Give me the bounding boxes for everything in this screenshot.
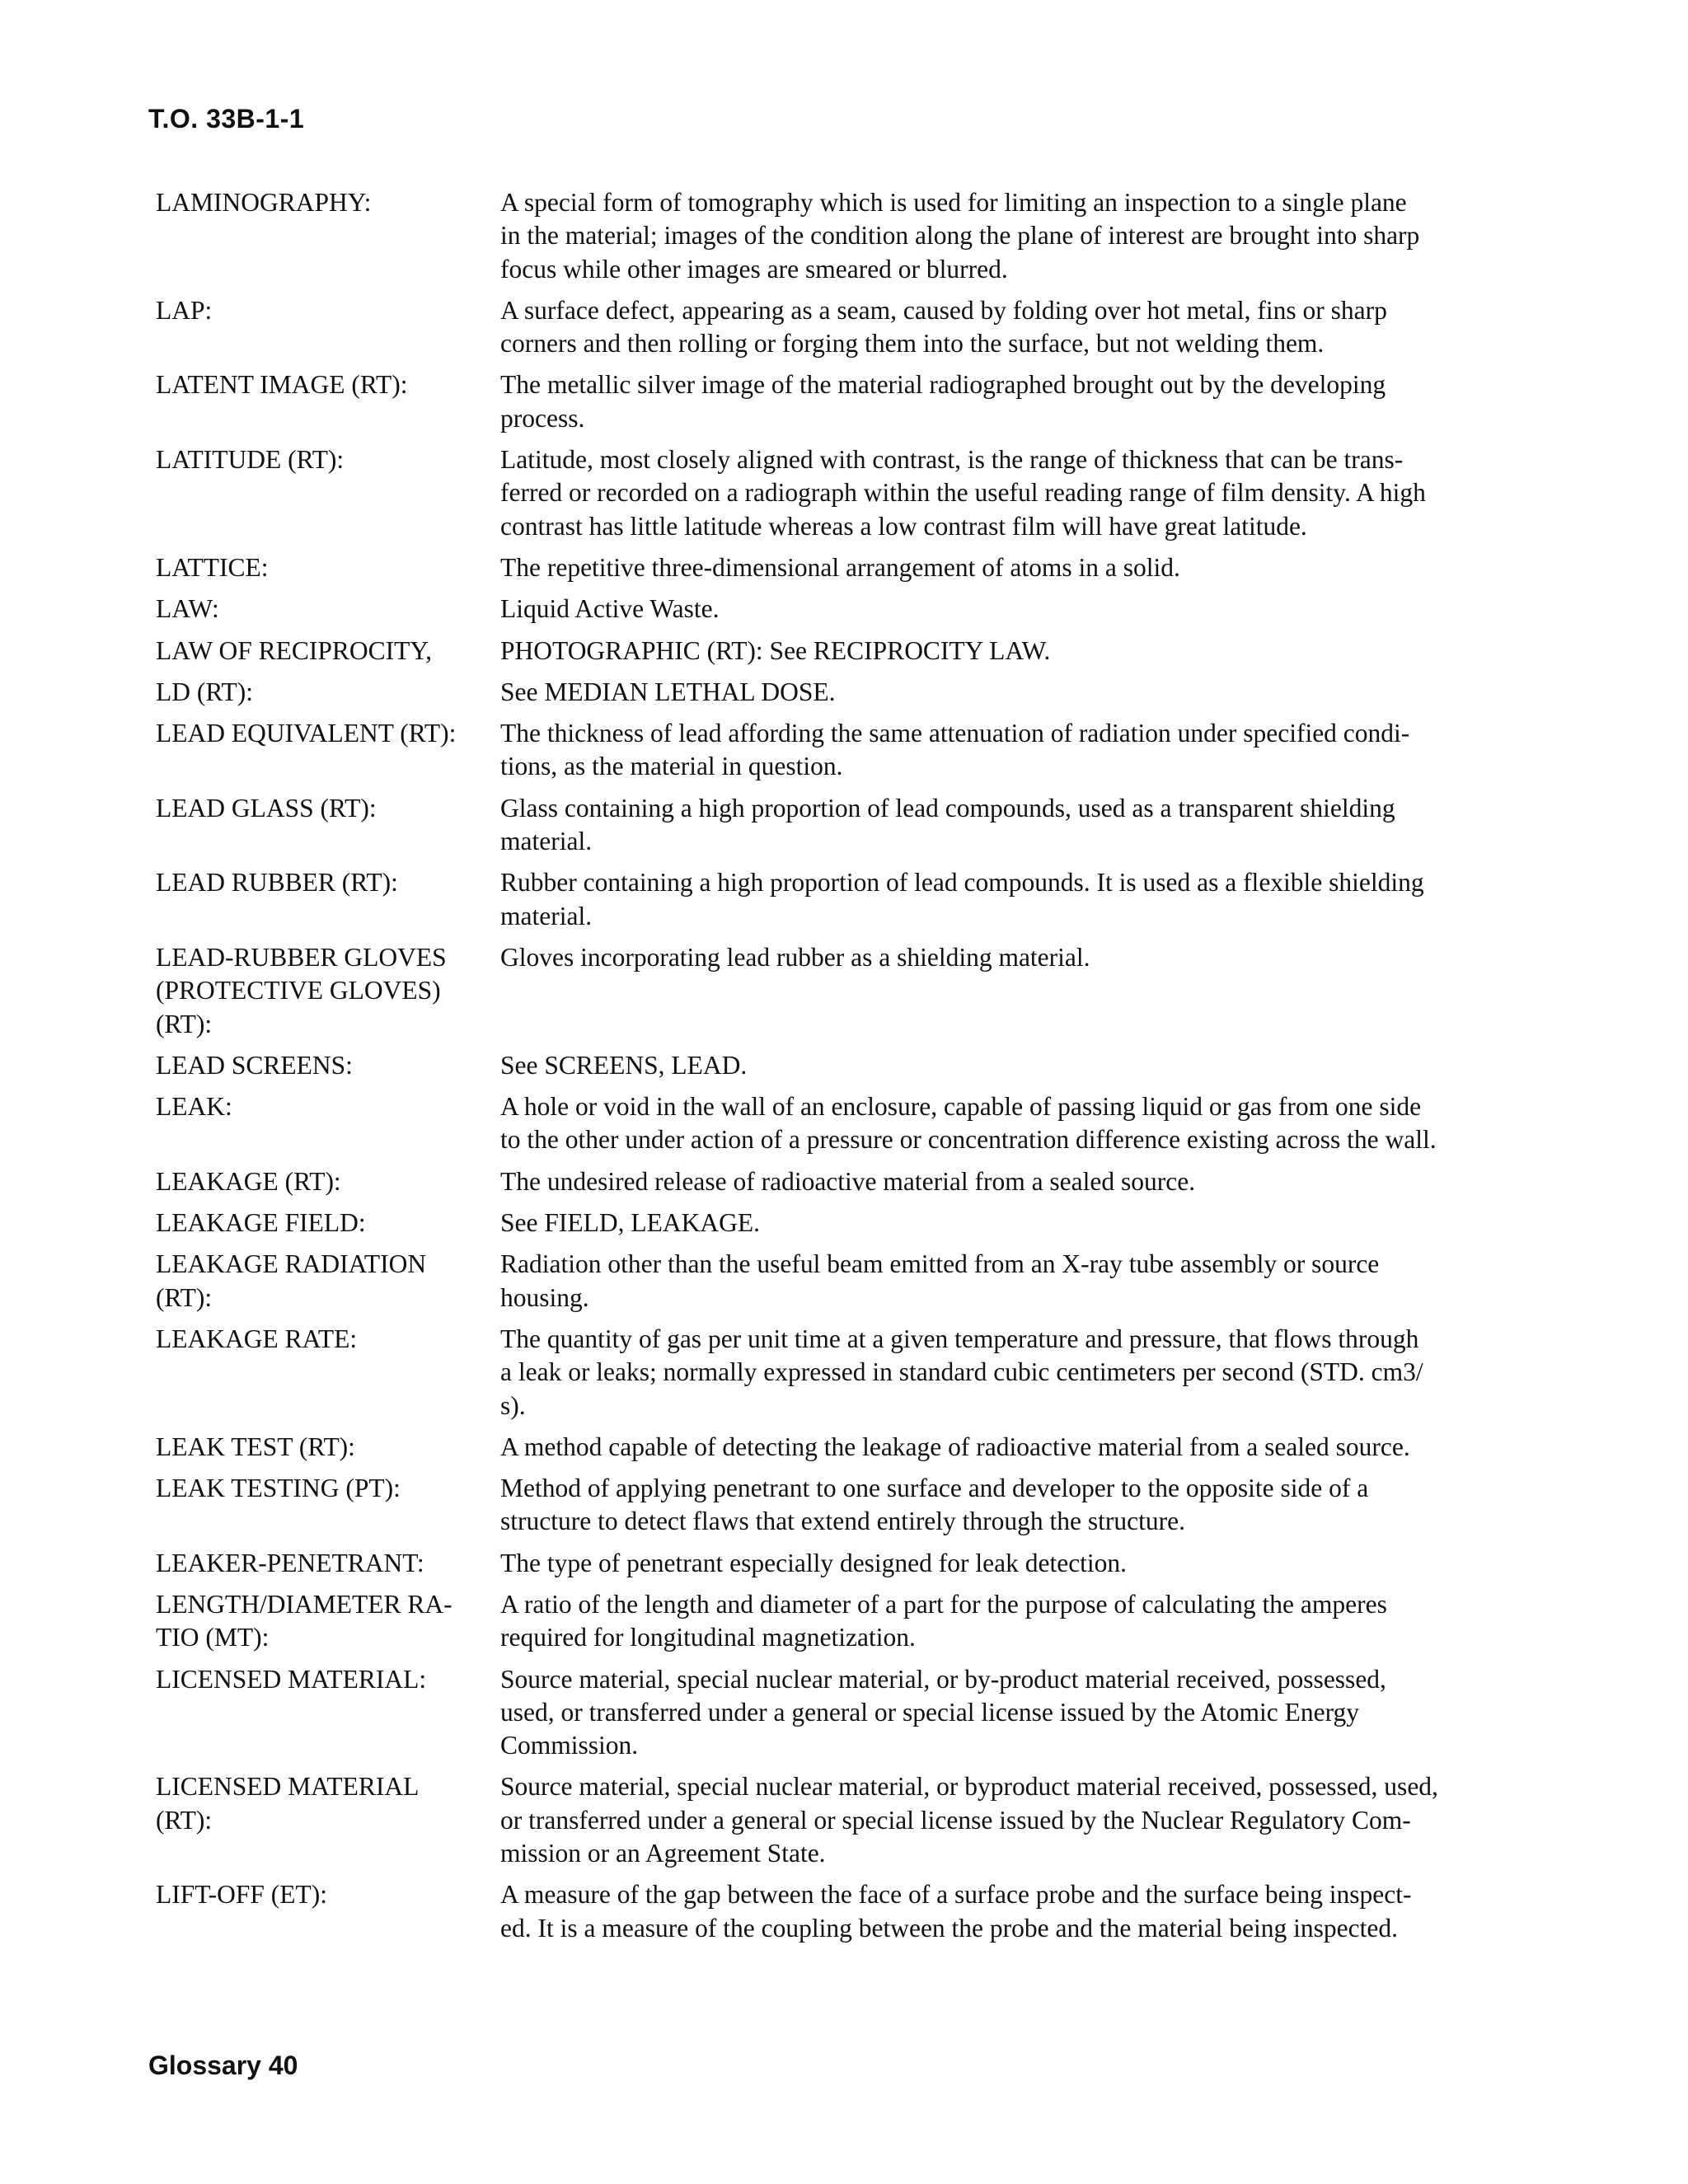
- glossary-term: LATTICE:: [156, 552, 269, 582]
- glossary-definition: The repetitive three-dimensional arrangement of atoms in a solid.: [500, 552, 1180, 582]
- glossary-entry: [156, 1165, 1540, 1198]
- glossary-entry: [156, 1588, 1540, 1655]
- glossary-entry: [156, 294, 1540, 361]
- glossary-definition: Source material, special nuclear material, or by-product material received, possessed, used, or transferred under a general or special license issued by the Atomic Energy Commission.: [500, 1664, 1386, 1760]
- glossary-definition: PHOTOGRAPHIC (RT): See RECIPROCITY LAW.: [500, 635, 1051, 665]
- glossary-entry: [156, 1248, 1540, 1315]
- glossary-entry: [156, 1207, 1540, 1240]
- glossary-term: LAMINOGRAPHY:: [156, 188, 372, 217]
- page-footer: Glossary 40: [148, 2050, 298, 2080]
- glossary-definition: Radiation other than the useful beam emitted from an X-ray tube assembly or source housing.: [500, 1249, 1380, 1312]
- glossary-term: LICENSED MATERIAL (RT):: [156, 1772, 420, 1835]
- glossary-entry: [156, 635, 1540, 668]
- glossary-definition: Latitude, most closely aligned with contrast, is the range of thickness that can be trans- ferred or recorded on a radiograph within the useful reading range of film density. A high contrast has little latitude whereas a low contrast film will have great latitude.: [500, 445, 1426, 541]
- glossary-definition: The metallic silver image of the material radiographed brought out by the developing process.: [500, 370, 1386, 433]
- glossary-term: LEAD SCREENS:: [156, 1050, 353, 1080]
- glossary-entry: [156, 551, 1540, 584]
- glossary-definition: Rubber containing a high proportion of lead compounds. It is used as a flexible shielding material.: [500, 868, 1424, 930]
- glossary-term: LAW:: [156, 594, 219, 624]
- glossary-term: LIFT-OFF (ET):: [156, 1880, 327, 1910]
- glossary-term: LD (RT):: [156, 677, 253, 706]
- glossary-term: LEAKAGE RATE:: [156, 1324, 358, 1353]
- glossary-definition: A ratio of the length and diameter of a part for the purpose of calculating the amperes required for longitudinal magnetization.: [500, 1589, 1387, 1652]
- glossary-entry: [156, 717, 1540, 784]
- glossary-definition: The undesired release of radioactive material from a sealed source.: [500, 1166, 1196, 1196]
- glossary-term: LENGTH/DIAMETER RA- TIO (MT):: [156, 1589, 452, 1652]
- glossary-term: LEAKAGE FIELD:: [156, 1208, 366, 1238]
- glossary-definition: See FIELD, LEAKAGE.: [500, 1208, 760, 1238]
- glossary-entry: [156, 1431, 1540, 1464]
- glossary-entry: [156, 866, 1540, 933]
- glossary-entry: [156, 1663, 1540, 1763]
- glossary-definition: Glass containing a high proportion of lead compounds, used as a transparent shielding material.: [500, 793, 1395, 856]
- glossary-definition: Source material, special nuclear material, or byproduct material received, possessed, used, or transferred under a general or special license issued by the Nuclear Regulatory Com- mission or an Agreement State.: [500, 1772, 1438, 1868]
- glossary-term: LAP:: [156, 295, 213, 325]
- glossary-definition: The type of penetrant especially designed for leak detection.: [500, 1548, 1128, 1577]
- glossary-definition: Liquid Active Waste.: [500, 594, 720, 624]
- glossary-definition: A method capable of detecting the leakage of radioactive material from a sealed source.: [500, 1432, 1410, 1461]
- glossary-entry: [156, 1090, 1540, 1157]
- glossary-entry: [156, 941, 1540, 1041]
- glossary-term: LATITUDE (RT):: [156, 445, 345, 475]
- glossary-term: LEAKER-PENETRANT:: [156, 1548, 424, 1577]
- glossary-term: LICENSED MATERIAL:: [156, 1664, 427, 1694]
- glossary-list: [156, 186, 1540, 1953]
- glossary-term: LEAK:: [156, 1092, 232, 1122]
- glossary-term: LATENT IMAGE (RT):: [156, 370, 408, 400]
- glossary-definition: A special form of tomography which is used for limiting an inspection to a single plane in the material; images of the condition along the plane of interest are brought into sharp focus while other images are smeared or blurred.: [500, 188, 1420, 284]
- glossary-entry: [156, 1323, 1540, 1422]
- document-header: T.O. 33B-1-1: [148, 104, 305, 134]
- glossary-definition: The thickness of lead affording the same attenuation of radiation under specified condi- tions, as the material in question.: [500, 719, 1410, 781]
- glossary-term: LEAD GLASS (RT):: [156, 793, 377, 823]
- glossary-entry: [156, 186, 1540, 286]
- glossary-term: LEAD-RUBBER GLOVES (PROTECTIVE GLOVES) (RT):: [156, 942, 447, 1038]
- glossary-entry: [156, 593, 1540, 626]
- glossary-entry: [156, 1472, 1540, 1539]
- glossary-definition: See SCREENS, LEAD.: [500, 1050, 748, 1080]
- glossary-entry: [156, 1770, 1540, 1870]
- glossary-term: LEAKAGE (RT):: [156, 1166, 341, 1196]
- glossary-entry: [156, 1547, 1540, 1580]
- glossary-term: LEAD RUBBER (RT):: [156, 868, 398, 898]
- glossary-term: LEAKAGE RADIATION (RT):: [156, 1249, 427, 1312]
- glossary-term: LEAK TESTING (PT):: [156, 1474, 401, 1503]
- glossary-entry: [156, 443, 1540, 543]
- glossary-term: LEAD EQUIVALENT (RT):: [156, 719, 457, 748]
- glossary-definition: The quantity of gas per unit time at a given temperature and pressure, that flows through a leak or leaks; normally expressed in standard cubic centimeters per second (STD. cm3/ s).: [500, 1324, 1423, 1420]
- glossary-entry: [156, 1878, 1540, 1945]
- glossary-entry: [156, 1049, 1540, 1082]
- glossary-definition: A surface defect, appearing as a seam, caused by folding over hot metal, fins or sharp corners and then rolling or forging them into the surface, but not welding them.: [500, 295, 1387, 359]
- glossary-entry: [156, 368, 1540, 435]
- glossary-term: LEAK TEST (RT):: [156, 1432, 355, 1461]
- glossary-definition: A measure of the gap between the face of a surface probe and the surface being inspect- ed. It is a measure of the coupling between the probe and the material being inspected.: [500, 1880, 1412, 1943]
- glossary-definition: See MEDIAN LETHAL DOSE.: [500, 677, 836, 706]
- glossary-definition: A hole or void in the wall of an enclosure, capable of passing liquid or gas from one side to the other under action of a pressure or concentration difference existing across the wall.: [500, 1092, 1437, 1155]
- glossary-entry: [156, 676, 1540, 709]
- glossary-definition: Gloves incorporating lead rubber as a shielding material.: [500, 942, 1090, 972]
- glossary-term: LAW OF RECIPROCITY,: [156, 635, 432, 665]
- glossary-definition: Method of applying penetrant to one surface and developer to the opposite side of a structure to detect flaws that extend entirely through the structure.: [500, 1474, 1369, 1536]
- glossary-entry: [156, 792, 1540, 859]
